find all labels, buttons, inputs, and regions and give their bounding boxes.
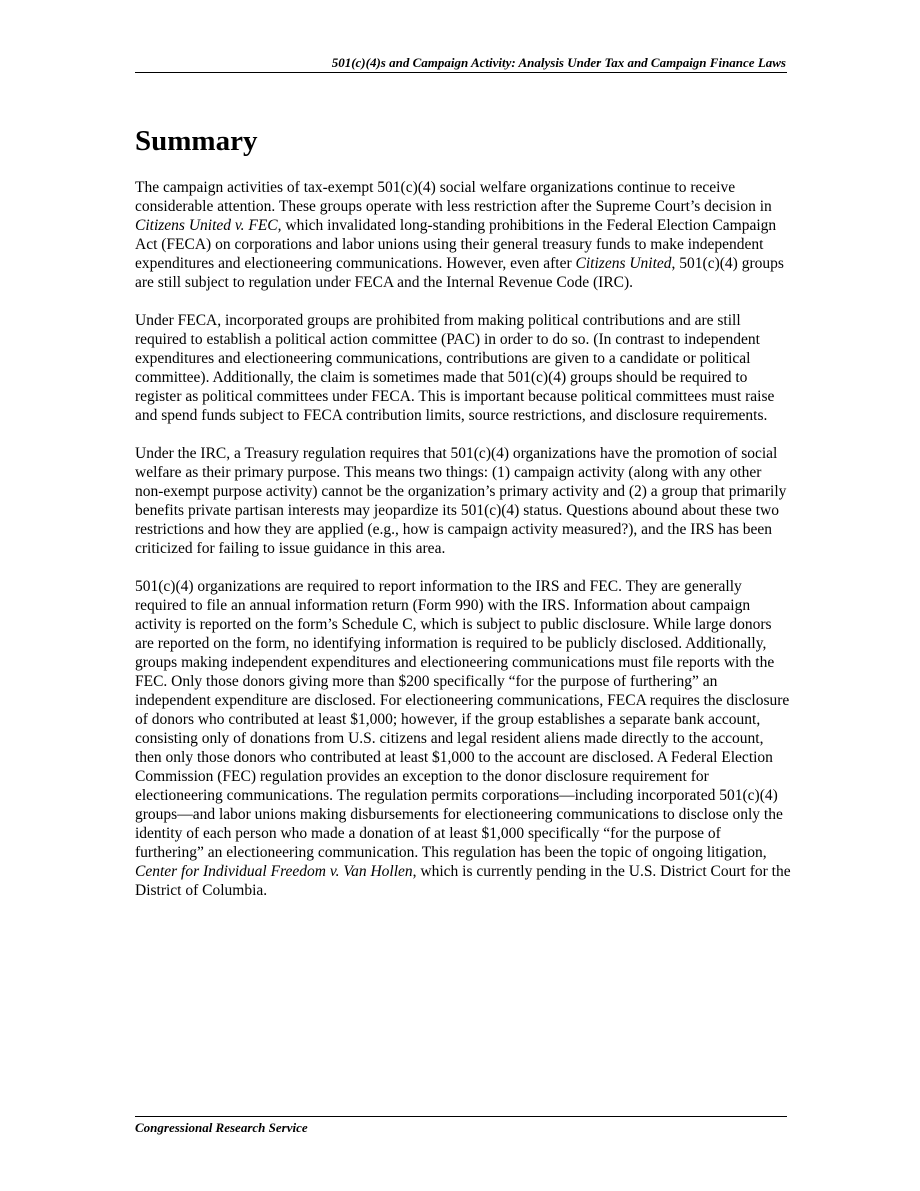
footer-divider <box>135 1116 787 1117</box>
paragraph-1 <box>135 178 791 292</box>
case-citation-citizens-united-v-fec: Citizens United v. FEC, <box>135 217 282 234</box>
summary-body <box>135 178 791 919</box>
paragraph-3: Under the IRC, a Treasury regulation requires that 501(c)(4) organizations have the promotion of social welfare as their primary purpose. This means two things: (1) campaign activity (along with any other non-exempt purpose activity) cannot be the organization’s primary activity and (2) a group that primarily benefits private partisan interests may jeopardize its 501(c)(4) status. Questions abound about these two restrictions and how they are applied (e.g., how is campaign activity measured?), and the IRS has been criticized for failing to issue guidance in this area. <box>135 445 787 557</box>
paragraph-1-text-b: which invalidated long-standing prohibitions in the Federal Election Campaign Act (FECA) on corporations and labor unions using their general treasury funds to make independent expenditures and electioneering communications. However, even after <box>135 217 777 272</box>
case-citation-citizens-united: Citizens United <box>575 255 672 272</box>
paragraph-4 <box>135 577 791 900</box>
section-title: Summary <box>135 125 258 157</box>
case-citation-van-hollen: Center for Individual Freedom v. Van Hollen <box>135 863 413 880</box>
paragraph-4-text-b: , which is currently pending in the U.S. District Court for the District of Columbia. <box>135 863 791 899</box>
running-footer: Congressional Research Service <box>135 1120 308 1135</box>
paragraph-4-text-a: 501(c)(4) organizations are required to report information to the IRS and FEC. They are generally required to file an annual information return (Form 990) with the IRS. Information about campaign activity is reported on the form’s Schedule C, which is subject to public disclosure. While large donors are reported on the form, no identifying information is required to be publicly disclosed. Additionally, groups making independent expenditures and electioneering communications must file reports with the FEC. Only those donors giving more than $200 specifically “for the purpose of furthering” an independent expenditure are disclosed. For electioneering communications, FECA requires the disclosure of donors who contributed at least $1,000; however, if the group establishes a separate bank account, consisting only of donations from U.S. citizens and legal resident aliens made directly to the account, then only those donors who contributed at least $1,000 to the account are disclosed. A Federal Election Commission (FEC) regulation provides an exception to the donor disclosure requirement for electioneering communications. The regulation permits corporations—including incorporated 501(c)(4) groups—and labor unions making disbursements for electioneering communications to disclose only the identity of each person who made a donation of at least $1,000 specifically “for the purpose of furthering” an electioneering communication. This regulation has been the topic of ongoing litigation, <box>135 578 790 861</box>
running-header: 501(c)(4)s and Campaign Activity: Analysis Under Tax and Campaign Finance Laws <box>331 55 786 70</box>
paragraph-1-text-c: , 501(c)(4) groups are still subject to regulation under FECA and the Internal Revenue Code (IRC). <box>135 255 784 291</box>
header-divider <box>135 72 787 73</box>
paragraph-1-text-a: The campaign activities of tax-exempt 501(c)(4) social welfare organizations continue to receive considerable attention. These groups operate with less restriction after the Supreme Court’s decision in <box>135 179 772 215</box>
paragraph-2: Under FECA, incorporated groups are prohibited from making political contributions and are still required to establish a political action committee (PAC) in order to do so. (In contrast to independent expenditures and electioneering communications, contributions are given to a candidate or political committee). Additionally, the claim is sometimes made that 501(c)(4) groups should be required to register as political committees under FECA. This is important because political committees must raise and spend funds subject to FECA contribution limits, source restrictions, and disclosure requirements. <box>135 312 775 424</box>
